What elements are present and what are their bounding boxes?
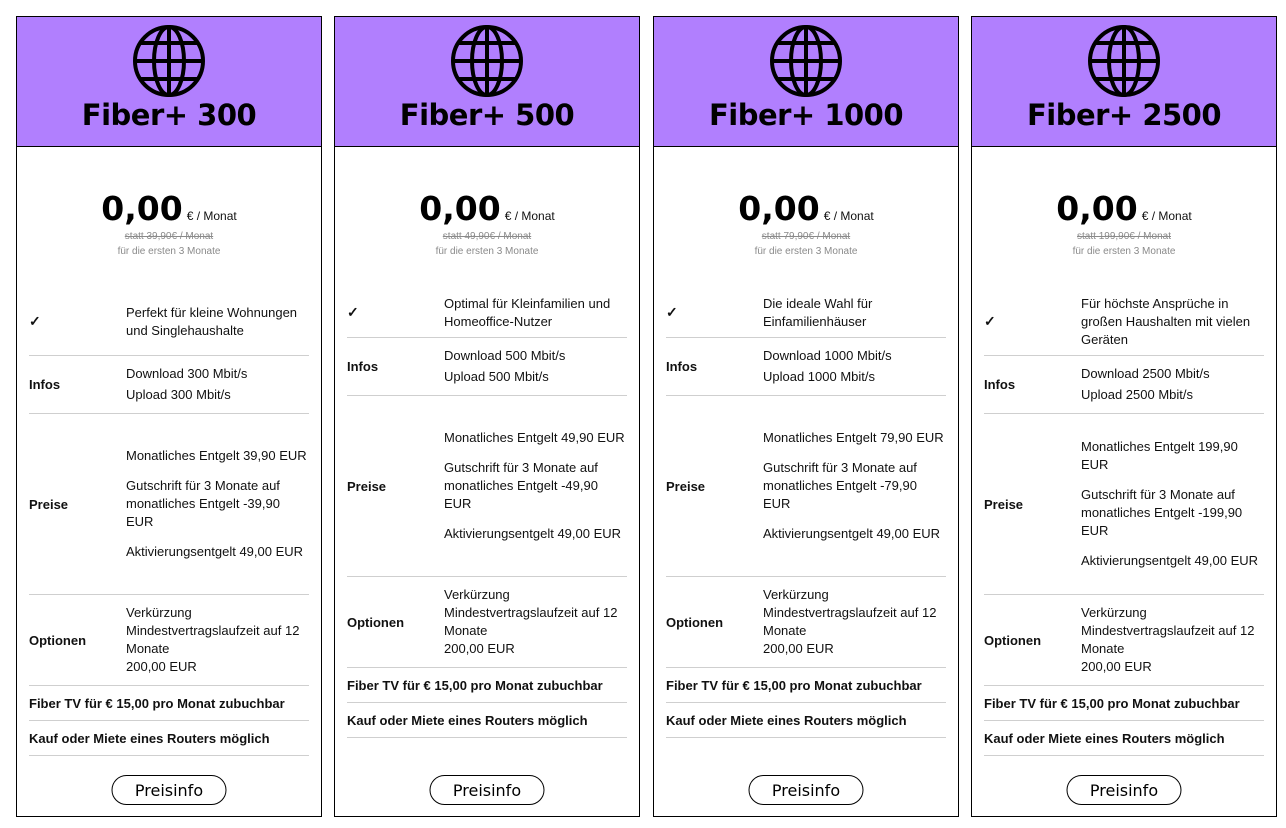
upload-speed: Upload 500 Mbit/s	[444, 369, 549, 384]
router-row: Kauf oder Miete eines Routers möglich	[29, 721, 309, 756]
activation-fee: Aktivierungsentgelt 49,00 EUR	[1081, 553, 1259, 568]
price-unit: € / Monat	[186, 209, 237, 223]
price-unit: € / Monat	[823, 209, 874, 223]
option-price: 200,00 EUR	[126, 659, 197, 674]
highlight-row	[29, 288, 309, 356]
option-text: Verkürzung Mindestvertragslaufzeit auf 12 Monate	[126, 605, 300, 656]
optionen-label: Optionen	[984, 632, 1042, 648]
upload-speed: Upload 1000 Mbit/s	[763, 369, 876, 384]
credit-text: Gutschrift für 3 Monate auf monatliches Entgelt -39,90 EUR	[126, 478, 280, 529]
highlight-text: Optimal für Kleinfamilien und Homeoffice-Nutzer	[444, 295, 611, 329]
activation-fee: Aktivierungsentgelt 49,00 EUR	[444, 526, 622, 541]
price-value: 0,00	[419, 189, 501, 228]
infos-label: Infos	[347, 359, 379, 374]
price-value: 0,00	[738, 189, 820, 228]
option-text: Verkürzung Mindestvertragslaufzeit auf 12 Monate	[1081, 605, 1255, 656]
check-icon: ✓	[29, 313, 41, 329]
infos-label: Infos	[666, 359, 698, 374]
globe-icon	[1087, 24, 1161, 98]
optionen-label: Optionen	[666, 614, 724, 630]
optionen-row	[666, 577, 946, 668]
infos-row	[29, 356, 309, 414]
plan-name: Fiber+ 2500	[1026, 98, 1222, 132]
monthly-fee: Monatliches Entgelt 79,90 EUR	[763, 430, 944, 445]
tv-row: Fiber TV für € 15,00 pro Monat zubuchbar	[984, 686, 1264, 721]
plan-card-fiber-2500	[971, 16, 1277, 817]
plan-header	[654, 17, 958, 147]
price-block	[654, 189, 958, 257]
plan-name: Fiber+ 1000	[708, 98, 904, 132]
feature-table	[984, 288, 1264, 756]
infos-row	[347, 338, 627, 396]
tv-row: Fiber TV für € 15,00 pro Monat zubuchbar	[29, 686, 309, 721]
monthly-fee: Monatliches Entgelt 39,90 EUR	[126, 448, 307, 463]
upload-speed: Upload 300 Mbit/s	[126, 387, 231, 402]
price-block	[17, 189, 321, 257]
option-price: 200,00 EUR	[444, 641, 515, 656]
price-note: für die ersten 3 Monate	[435, 246, 539, 257]
preise-row	[29, 414, 309, 595]
highlight-row	[666, 288, 946, 338]
download-speed: Download 500 Mbit/s	[444, 348, 566, 363]
infos-label: Infos	[984, 377, 1016, 392]
option-price: 200,00 EUR	[1081, 659, 1152, 674]
preise-label: Preise	[666, 478, 706, 494]
plan-name: Fiber+ 500	[399, 98, 575, 132]
plan-name: Fiber+ 300	[81, 98, 257, 132]
feature-table	[347, 288, 627, 738]
highlight-text: Für höchste Ansprüche in großen Haushalten mit vielen Geräten	[1081, 295, 1251, 347]
optionen-row	[347, 577, 627, 668]
price-value: 0,00	[1056, 189, 1138, 228]
optionen-label: Optionen	[347, 614, 405, 630]
price-note: für die ersten 3 Monate	[754, 246, 858, 257]
credit-text: Gutschrift für 3 Monate auf monatliches Entgelt -49,90 EUR	[444, 460, 598, 511]
preisinfo-button[interactable]: Preisinfo	[430, 775, 545, 805]
upload-speed: Upload 2500 Mbit/s	[1081, 387, 1194, 402]
download-speed: Download 1000 Mbit/s	[763, 348, 892, 363]
plan-header	[972, 17, 1276, 147]
price-note: für die ersten 3 Monate	[117, 246, 221, 257]
price-value: 0,00	[101, 189, 183, 228]
price-unit: € / Monat	[1141, 209, 1192, 223]
preise-row	[666, 396, 946, 577]
option-text: Verkürzung Mindestvertragslaufzeit auf 12 Monate	[763, 587, 937, 638]
check-icon: ✓	[347, 304, 359, 320]
activation-fee: Aktivierungsentgelt 49,00 EUR	[763, 526, 941, 541]
plan-card-fiber-500	[334, 16, 640, 817]
optionen-label: Optionen	[29, 632, 87, 648]
infos-row	[666, 338, 946, 396]
activation-fee: Aktivierungsentgelt 49,00 EUR	[126, 544, 304, 559]
globe-icon	[450, 24, 524, 98]
old-price: statt 39,90€ / Monat	[124, 231, 214, 242]
feature-table	[666, 288, 946, 738]
preise-label: Preise	[984, 496, 1024, 512]
old-price: statt 79,90€ / Monat	[761, 231, 851, 242]
check-icon: ✓	[984, 313, 996, 329]
globe-icon	[769, 24, 843, 98]
monthly-fee: Monatliches Entgelt 199,90 EUR	[1081, 439, 1238, 472]
infos-row	[984, 356, 1264, 414]
router-row: Kauf oder Miete eines Routers möglich	[984, 721, 1264, 756]
feature-table	[29, 288, 309, 756]
router-row: Kauf oder Miete eines Routers möglich	[666, 703, 946, 738]
preise-row	[347, 396, 627, 577]
infos-label: Infos	[29, 377, 61, 392]
preise-row	[984, 414, 1264, 595]
credit-text: Gutschrift für 3 Monate auf monatliches Entgelt -199,90 EUR	[1081, 487, 1243, 538]
old-price: statt 199,90€ / Monat	[1077, 231, 1171, 242]
check-icon: ✓	[666, 304, 678, 320]
price-block	[335, 189, 639, 257]
tv-row: Fiber TV für € 15,00 pro Monat zubuchbar	[666, 668, 946, 703]
plan-header	[17, 17, 321, 147]
download-speed: Download 2500 Mbit/s	[1081, 366, 1210, 381]
option-price: 200,00 EUR	[763, 641, 834, 656]
highlight-row	[984, 288, 1264, 356]
tv-row: Fiber TV für € 15,00 pro Monat zubuchbar	[347, 668, 627, 703]
globe-icon	[132, 24, 206, 98]
preisinfo-button[interactable]: Preisinfo	[112, 775, 227, 805]
plan-card-fiber-1000	[653, 16, 959, 817]
highlight-text: Perfekt für kleine Wohnungen und Singlehaushalte	[126, 304, 298, 338]
optionen-row	[29, 595, 309, 686]
preise-label: Preise	[29, 496, 69, 512]
price-unit: € / Monat	[504, 209, 555, 223]
preisinfo-button[interactable]: Preisinfo	[1067, 775, 1182, 805]
highlight-row	[347, 288, 627, 338]
option-text: Verkürzung Mindestvertragslaufzeit auf 12 Monate	[444, 587, 618, 638]
router-row: Kauf oder Miete eines Routers möglich	[347, 703, 627, 738]
download-speed: Download 300 Mbit/s	[126, 366, 248, 381]
plan-card-fiber-300	[16, 16, 322, 817]
old-price: statt 49,90€ / Monat	[442, 231, 532, 242]
preisinfo-button[interactable]: Preisinfo	[749, 775, 864, 805]
credit-text: Gutschrift für 3 Monate auf monatliches Entgelt -79,90 EUR	[763, 460, 917, 511]
plan-header	[335, 17, 639, 147]
highlight-text: Die ideale Wahl für Einfamilienhäuser	[763, 295, 873, 329]
price-block	[972, 189, 1276, 257]
optionen-row	[984, 595, 1264, 686]
preise-label: Preise	[347, 478, 387, 494]
monthly-fee: Monatliches Entgelt 49,90 EUR	[444, 430, 625, 445]
price-note: für die ersten 3 Monate	[1072, 246, 1176, 257]
